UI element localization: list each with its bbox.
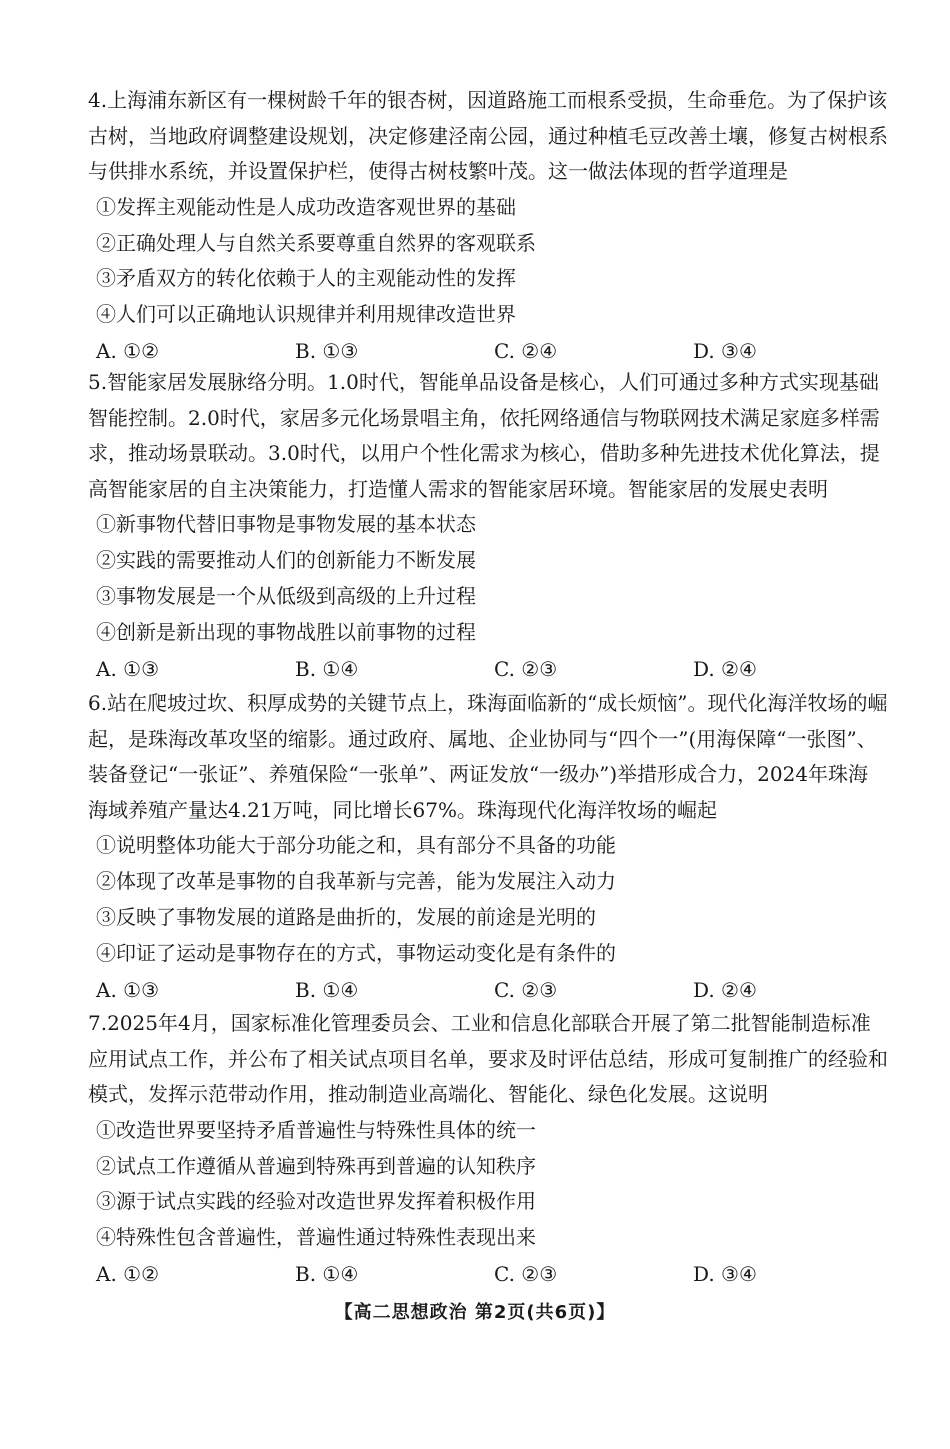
option-statement: ④人们可以正确地认识规律并利用规律改造世界 xyxy=(96,302,516,327)
choice-d: D. ②④ xyxy=(693,977,757,1002)
answer-choices xyxy=(96,1256,888,1292)
choice-d: D. ③④ xyxy=(693,338,757,363)
answer-choices xyxy=(96,972,888,1008)
choice-c: C. ②③ xyxy=(494,656,558,681)
answer-choices xyxy=(96,651,888,687)
option-statement: ③事物发展是一个从低级到高级的上升过程 xyxy=(96,583,476,608)
choice-b: B. ①④ xyxy=(295,656,359,681)
choice-a: A. ①② xyxy=(96,1261,160,1286)
option-statement: ③矛盾双方的转化依赖于人的主观能动性的发挥 xyxy=(96,266,516,291)
choice-a: A. ①③ xyxy=(96,977,160,1002)
option-statement: ②试点工作遵循从普遍到特殊再到普遍的认知秩序 xyxy=(96,1153,536,1178)
option-statement: ①发挥主观能动性是人成功改造客观世界的基础 xyxy=(96,194,516,219)
choice-a: A. ①② xyxy=(96,338,160,363)
option-statement: ①说明整体功能大于部分功能之和，具有部分不具备的功能 xyxy=(96,833,616,858)
choice-b: B. ①④ xyxy=(295,977,359,1002)
option-statement: ①新事物代替旧事物是事物发展的基本状态 xyxy=(96,512,476,537)
option-statement: ①改造世界要坚持矛盾普遍性与特殊性具体的统一 xyxy=(96,1117,536,1142)
question-stem: 6.站在爬坡过坎、积厚成势的关键节点上，珠海面临新的“成长烦恼”。现代化海洋牧场的崛起，是珠海改革攻坚的缩影。通过政府、属地、企业协同与“四个一”(用海保障“一张图”、装备登记“一张证”、养殖保险“一张单”、两证发放“一级办”)举措形成合力，2024年珠海海域养殖产量达4.21万吨，同比增长67%。珠海现代化海洋牧场的崛起 xyxy=(88,691,888,822)
question-stem: 7.2025年4月，国家标准化管理委员会、工业和信息化部联合开展了第二批智能制造标准应用试点工作，并公布了相关试点项目名单，要求及时评估总结，形成可复制推广的经验和模式，发挥示范带动作用，推动制造业高端化、智能化、绿色化发展。这说明 xyxy=(88,1011,888,1107)
option-statement: ④特殊性包含普遍性，普遍性通过特殊性表现出来 xyxy=(96,1225,536,1250)
choice-a: A. ①③ xyxy=(96,656,160,681)
question-6 xyxy=(88,686,888,1008)
question-7 xyxy=(88,1006,888,1292)
choice-b: B. ①③ xyxy=(295,338,359,363)
choice-c: C. ②③ xyxy=(494,1261,558,1286)
option-statement: ②正确处理人与自然关系要尊重自然界的客观联系 xyxy=(96,230,536,255)
choice-d: D. ②④ xyxy=(693,656,757,681)
option-statement: ②实践的需要推动人们的创新能力不断发展 xyxy=(96,548,476,573)
option-statement: ③反映了事物发展的道路是曲折的，发展的前途是光明的 xyxy=(96,904,596,929)
option-statement: ③源于试点实践的经验对改造世界发挥着积极作用 xyxy=(96,1189,536,1214)
option-statement: ④印证了运动是事物存在的方式，事物运动变化是有条件的 xyxy=(96,940,616,965)
option-statement: ②体现了改革是事物的自我革新与完善，能为发展注入动力 xyxy=(96,869,616,894)
question-5 xyxy=(88,365,888,687)
question-stem: 5.智能家居发展脉络分明。1.0时代，智能单品设备是核心，人们可通过多种方式实现基础智能控制。2.0时代，家居多元化场景唱主角，依托网络通信与物联网技术满足家庭多样需求，推动场景联动。3.0时代，以用户个性化需求为核心，借助多种先进技术优化算法，提高智能家居的自主决策能力，打造懂人需求的智能家居环境。智能家居的发展史表明 xyxy=(88,370,880,501)
answer-choices xyxy=(96,333,888,369)
choice-c: C. ②④ xyxy=(494,338,558,363)
option-statement: ④创新是新出现的事物战胜以前事物的过程 xyxy=(96,619,476,644)
choice-d: D. ③④ xyxy=(693,1261,757,1286)
choice-b: B. ①④ xyxy=(295,1261,359,1286)
choice-c: C. ②③ xyxy=(494,977,558,1002)
question-4 xyxy=(88,83,888,369)
question-stem: 4.上海浦东新区有一棵树龄千年的银杏树，因道路施工而根系受损，生命垂危。为了保护该古树，当地政府调整建设规划，决定修建泾南公园，通过种植毛豆改善土壤，修复古树根系与供排水系统，并设置保护栏，使得古树枝繁叶茂。这一做法体现的哲学道理是 xyxy=(88,88,888,184)
page-footer: 【高二思想政治 第2页(共6页)】 xyxy=(334,1302,616,1322)
